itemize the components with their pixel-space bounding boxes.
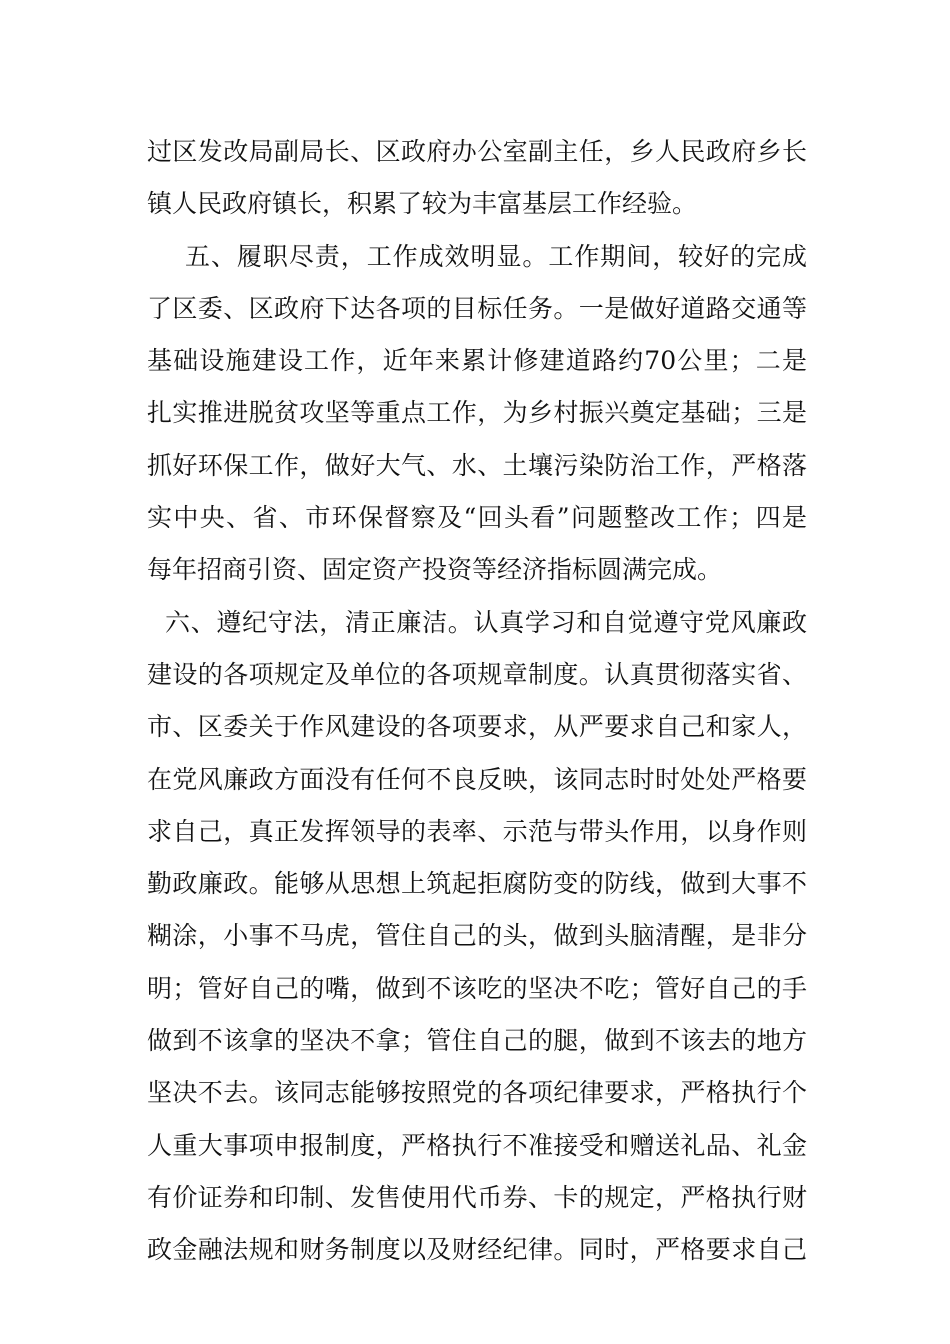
text-line: 在党风廉政方面没有任何不良反映，该同志时时处处严格要 xyxy=(147,764,807,794)
text-line: 有价证券和印制、发售使用代币券、卡的规定，严格执行财 xyxy=(147,1182,807,1212)
text-line: 市、区委关于作风建设的各项要求，从严要求自己和家人， xyxy=(147,712,807,742)
text-line: 建设的各项规定及单位的各项规章制度。认真贯彻落实省、 xyxy=(147,659,807,689)
paragraph-start-line: 五、履职尽责，工作成效明显。工作期间，较好的完成 xyxy=(185,241,807,271)
paragraph-start-line: 六、遵纪守法，清正廉洁。认真学习和自觉遵守党风廉政 xyxy=(165,607,807,637)
text-line: 每年招商引资、固定资产投资等经济指标圆满完成。 xyxy=(147,555,723,585)
text-line: 镇人民政府镇长，积累了较为丰富基层工作经验。 xyxy=(147,189,698,219)
text-line: 抓好环保工作，做好大气、水、土壤污染防治工作，严格落 xyxy=(147,450,807,480)
text-line: 勤政廉政。能够从思想上筑起拒腐防变的防线，做到大事不 xyxy=(147,869,807,899)
text-line: 扎实推进脱贫攻坚等重点工作，为乡村振兴奠定基础；三是 xyxy=(147,398,807,428)
text-line: 做到不该拿的坚决不拿；管住自己的腿，做到不该去的地方 xyxy=(147,1026,807,1056)
text-line: 了区委、区政府下达各项的目标任务。一是做好道路交通等 xyxy=(147,293,807,323)
text-line: 坚决不去。该同志能够按照党的各项纪律要求，严格执行个 xyxy=(147,1078,807,1108)
text-line: 政金融法规和财务制度以及财经纪律。同时，严格要求自己 xyxy=(147,1235,807,1265)
text-line: 实中央、省、市环保督察及“回头看”问题整改工作；四是 xyxy=(147,503,807,533)
text-line: 求自己，真正发挥领导的表率、示范与带头作用，以身作则 xyxy=(147,816,807,846)
text-line: 基础设施建设工作，近年来累计修建道路约70公里；二是 xyxy=(147,346,807,376)
text-line: 人重大事项申报制度，严格执行不准接受和赠送礼品、礼金 xyxy=(147,1130,807,1160)
text-line: 明；管好自己的嘴，做到不该吃的坚决不吃；管好自己的手 xyxy=(147,973,807,1003)
text-line: 糊涂，小事不马虎，管住自己的头，做到头脑清醒，是非分 xyxy=(147,921,807,951)
document-body xyxy=(147,126,807,1277)
text-line: 过区发改局副局长、区政府办公室副主任，乡人民政府乡长 xyxy=(147,137,807,166)
